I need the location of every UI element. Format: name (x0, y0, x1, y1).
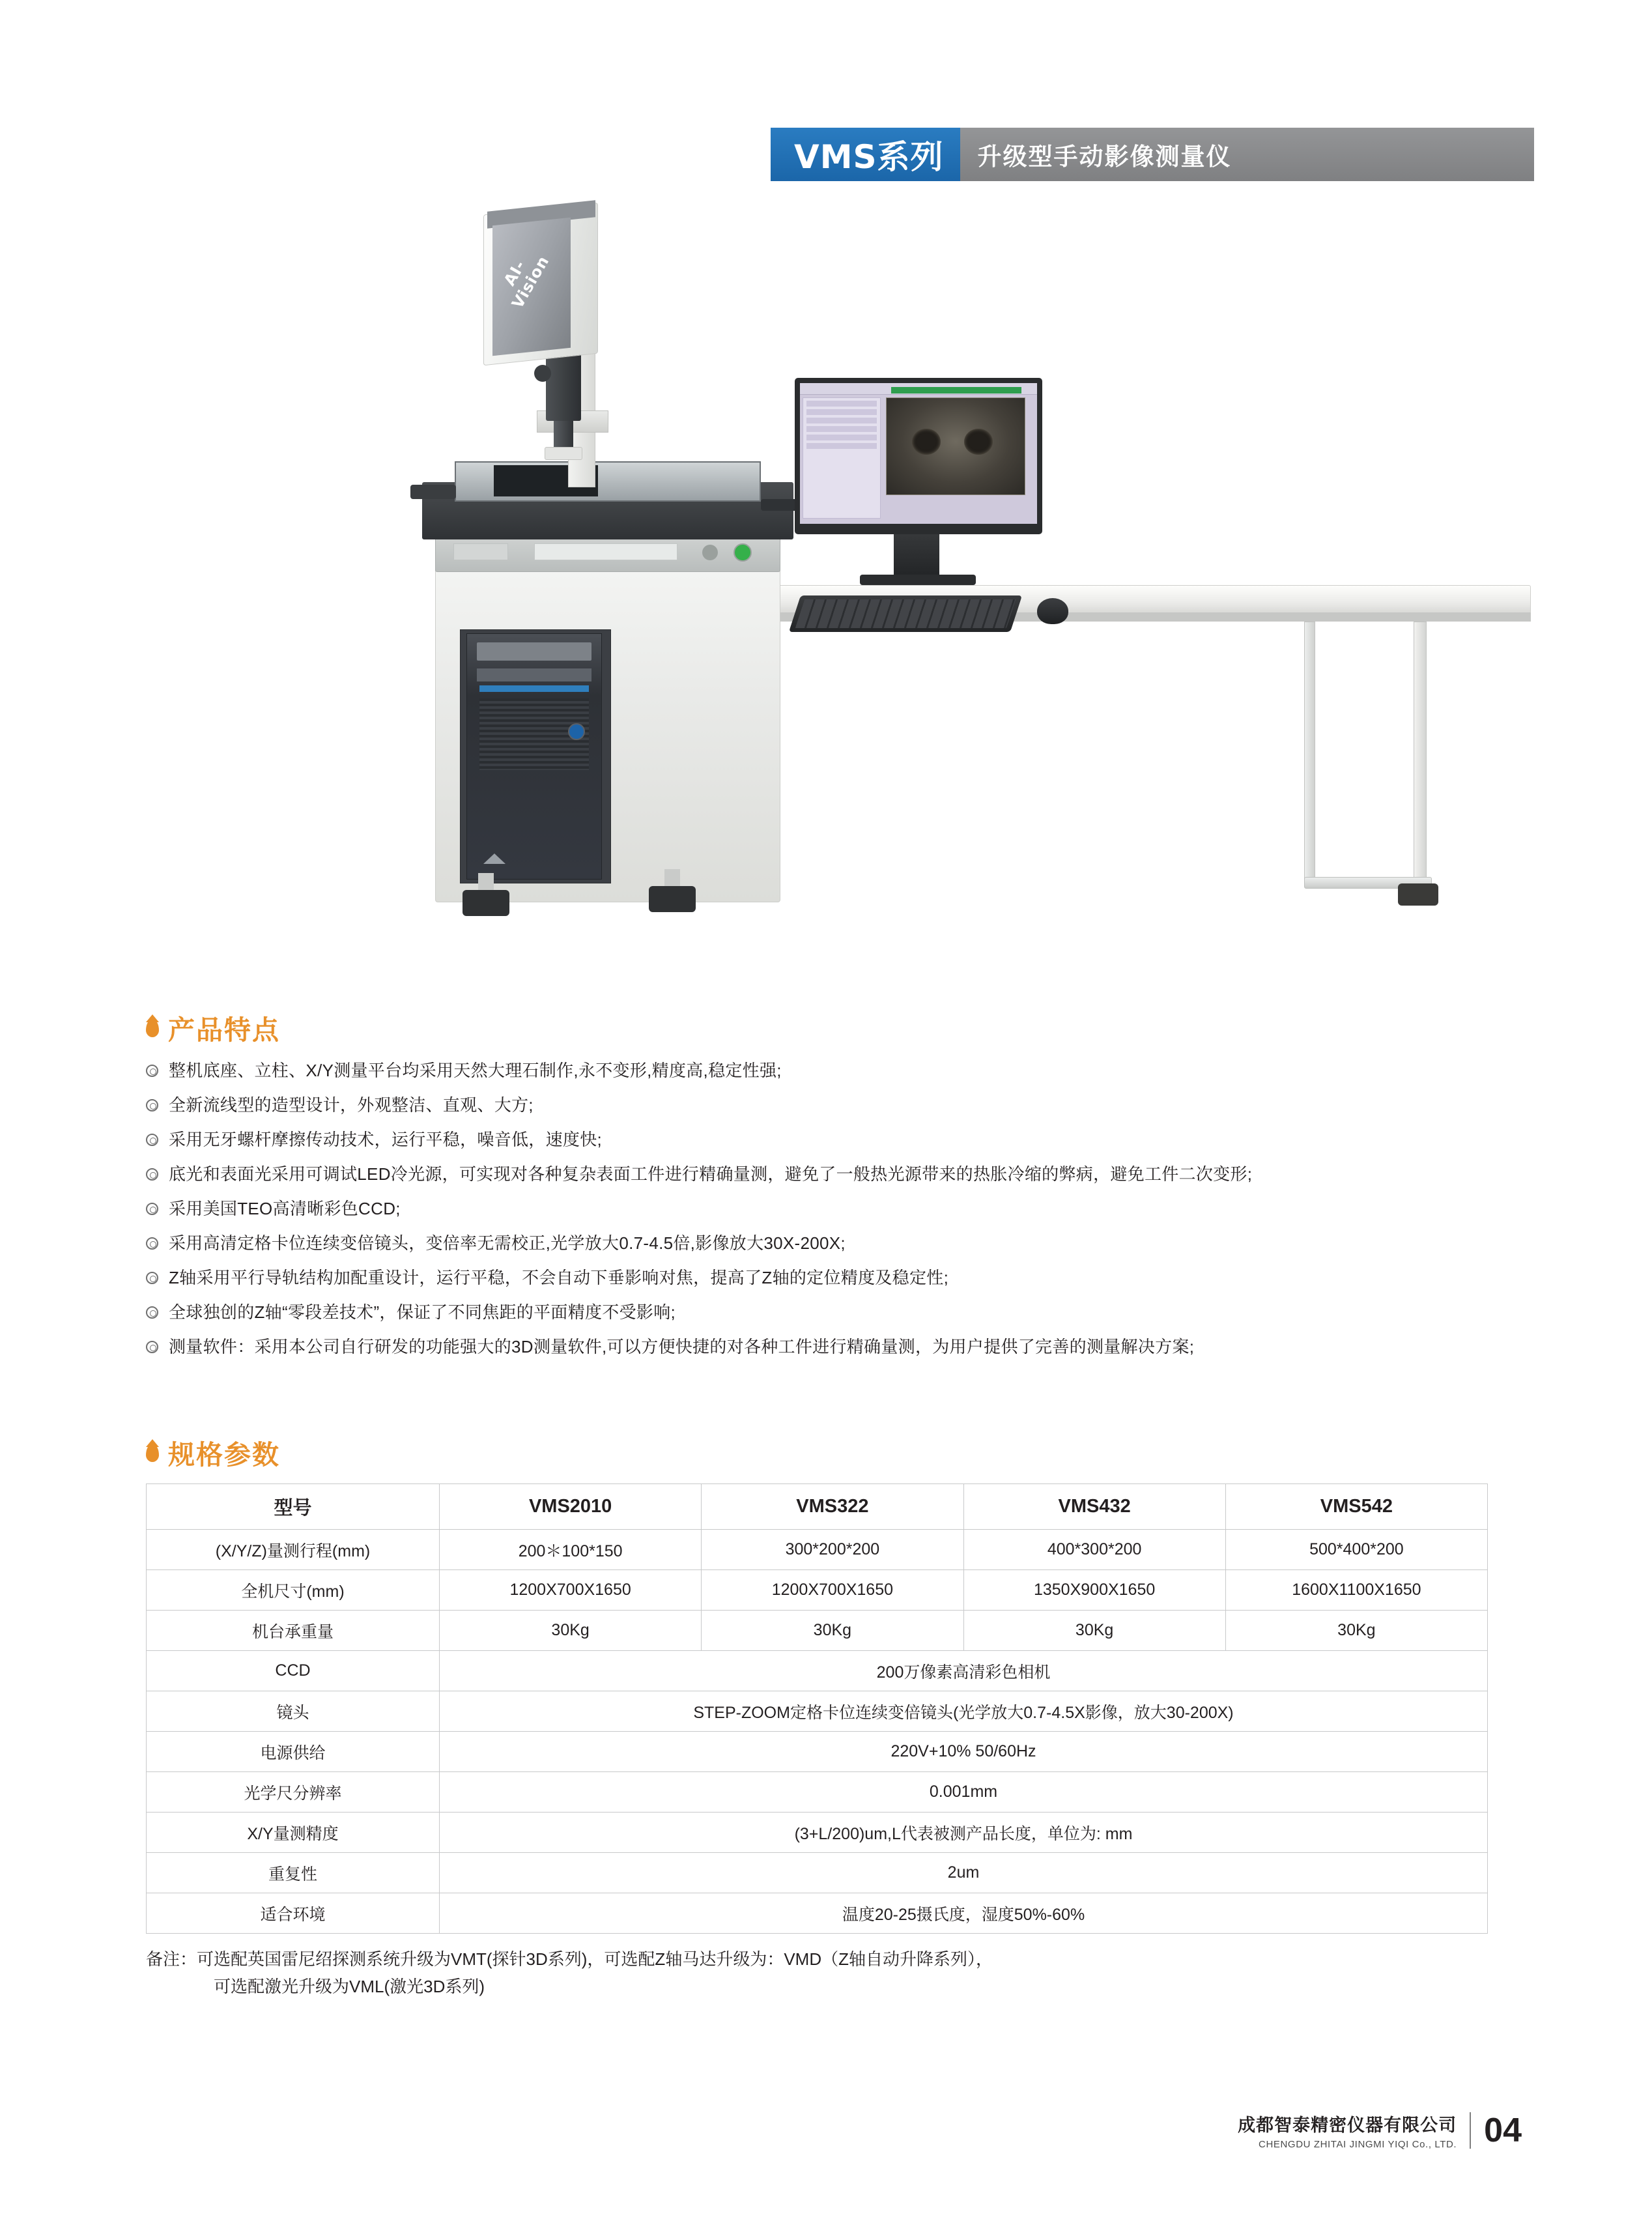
row-value: 1200X700X1650 (440, 1570, 702, 1611)
power-indicator-icon (733, 543, 752, 562)
keyboard-keys (795, 599, 1016, 628)
column-header-vms542: VMS542 (1225, 1484, 1487, 1530)
bullet-icon (146, 1237, 158, 1250)
software-panel-row (806, 401, 877, 407)
features-title: 产品特点 (168, 1015, 280, 1045)
control-knob-icon (702, 545, 718, 560)
pc-drive-bay (477, 668, 591, 681)
features-section (146, 1009, 1527, 1369)
row-value: 1200X700X1650 (702, 1570, 963, 1611)
row-value-merged: 0.001mm (440, 1772, 1488, 1813)
column-header-vms432: VMS432 (963, 1484, 1225, 1530)
row-value: 200＊100*150 (440, 1530, 702, 1570)
ring-light (545, 447, 582, 460)
feature-item (146, 1197, 1527, 1220)
feature-text: 整机底座、立柱、X/Y测量平台均采用天然大理石制作,永不变形,精度高,稳定性强; (169, 1061, 782, 1080)
product-photo (339, 202, 1316, 977)
row-value-merged: 200万像素高清彩色相机 (440, 1651, 1488, 1691)
row-value: 30Kg (440, 1611, 702, 1651)
row-label: (X/Y/Z)量测行程(mm) (147, 1530, 440, 1570)
feature-item (146, 1335, 1527, 1358)
row-value: 400*300*200 (963, 1530, 1225, 1570)
feature-item (146, 1059, 1527, 1082)
bullet-icon (146, 1272, 158, 1284)
bullet-icon (146, 1203, 158, 1215)
software-panel-row (806, 418, 877, 423)
desk-leg-inner (1304, 622, 1315, 882)
features-list (146, 1059, 1527, 1358)
row-value-merged: 2um (440, 1853, 1488, 1893)
software-panel-row (806, 443, 877, 449)
row-value-merged: STEP-ZOOM定格卡位连续变倍镜头(光学放大0.7-4.5X影像，放大30-200X) (440, 1691, 1488, 1732)
feature-item (146, 1300, 1527, 1324)
feature-item (146, 1128, 1527, 1151)
series-subtitle: 升级型手动影像测量仪 (960, 128, 1534, 181)
table-row (147, 1813, 1488, 1853)
bullet-icon (146, 1168, 158, 1181)
bullet-icon (146, 1341, 158, 1353)
machine-brand-text: AI-Vision (500, 252, 553, 312)
header-banner (771, 128, 1534, 181)
feature-text: 采用美国TEO高清晰彩色CCD; (169, 1199, 401, 1218)
desk-leg-right (1414, 622, 1427, 890)
pc-power-button-icon (568, 723, 585, 740)
machine-brand-plate (453, 543, 508, 560)
row-value: 1350X900X1650 (963, 1570, 1225, 1611)
software-panel-row (806, 409, 877, 415)
row-value-merged: (3+L/200)um,L代表被测产品长度，单位为: mm (440, 1813, 1488, 1853)
desk-foot (1398, 883, 1438, 906)
bullet-icon (146, 1306, 158, 1319)
pc-accent-strip (479, 685, 589, 692)
row-label: 适合环境 (147, 1893, 440, 1934)
row-label: 光学尺分辨率 (147, 1772, 440, 1813)
company-block (1238, 2111, 1457, 2150)
feature-text: 采用无牙螺杆摩擦传动技术，运行平稳，噪音低，速度快; (169, 1130, 603, 1149)
table-row (147, 1570, 1488, 1611)
bullet-icon (146, 1099, 158, 1111)
feature-text: 采用高清定格卡位连续变倍镜头，变倍率无需校正,光学放大0.7-4.5倍,影像放大30X-200X; (169, 1233, 846, 1253)
specifications-table (146, 1484, 1488, 1934)
feature-item (146, 1231, 1527, 1255)
specifications-section (146, 1433, 1527, 2000)
table-row (147, 1530, 1488, 1570)
page-number: 04 (1484, 2112, 1522, 2149)
feature-text: 全球独创的Z轴“零段差技术”，保证了不同焦距的平面精度不受影响; (169, 1302, 676, 1322)
monitor-base (860, 575, 976, 585)
mouse (1037, 598, 1068, 624)
row-label: 镜头 (147, 1691, 440, 1732)
feature-item (146, 1162, 1527, 1186)
company-name-cn: 成都智泰精密仪器有限公司 (1238, 2115, 1457, 2135)
row-label: X/Y量测精度 (147, 1813, 440, 1853)
column-header-vms322: VMS322 (702, 1484, 963, 1530)
stage-rail-left (410, 485, 456, 499)
column-header-model: 型号 (147, 1484, 440, 1530)
table-row (147, 1611, 1488, 1651)
software-panel-row (806, 426, 877, 432)
focus-knob-icon (534, 365, 551, 382)
row-label: 电源供给 (147, 1732, 440, 1772)
company-name-en: CHENGDU ZHITAI JINGMI YIQI Co., LTD. (1259, 2139, 1457, 2150)
column-header-vms2010: VMS2010 (440, 1484, 702, 1530)
features-heading (146, 1009, 1527, 1047)
machine-foot (649, 886, 696, 912)
workpiece-hole-icon (964, 429, 993, 455)
row-value-merged: 220V+10% 50/60Hz (440, 1732, 1488, 1772)
bullet-icon (146, 1134, 158, 1146)
series-title: VMS系列 (771, 128, 960, 181)
software-side-panel (803, 397, 881, 519)
workpiece-hole-icon (912, 429, 941, 455)
bullet-icon (146, 1065, 158, 1077)
table-row (147, 1853, 1488, 1893)
measurement-preview-image (886, 397, 1025, 495)
pc-optical-drive (477, 642, 591, 661)
row-value: 500*400*200 (1225, 1530, 1487, 1570)
row-value: 30Kg (702, 1611, 963, 1651)
feature-text: Z轴采用平行导轨结构加配重设计，运行平稳，不会自动下垂影响对焦，提高了Z轴的定位精度及稳定性; (169, 1268, 949, 1287)
water-drop-icon (146, 1019, 159, 1037)
feature-text: 测量软件：采用本公司自行研发的功能强大的3D测量软件,可以方便快捷的对各种工件进行精确量测，为用户提供了完善的测量解决方案; (169, 1337, 1195, 1356)
machine-spec-label (534, 543, 677, 560)
table-row (147, 1893, 1488, 1934)
zoom-lens-body (546, 351, 581, 421)
specs-note-line1: 备注：可选配英国雷尼绍探测系统升级为VMT(探针3D系列)，可选配Z轴马达升级为：VMD（Z轴自动升降系列）， (146, 1949, 993, 1969)
monitor-stand (894, 534, 939, 576)
row-label: 机台承重量 (147, 1611, 440, 1651)
feature-item (146, 1093, 1527, 1117)
feature-item (146, 1266, 1527, 1289)
specs-note (146, 1945, 1527, 2000)
row-value: 30Kg (963, 1611, 1225, 1651)
specs-heading (146, 1433, 1527, 1472)
machine-foot (463, 890, 509, 916)
table-header-row (147, 1484, 1488, 1530)
footer-divider (1470, 2112, 1471, 2149)
row-value: 300*200*200 (702, 1530, 963, 1570)
table-row (147, 1732, 1488, 1772)
row-value-merged: 温度20-25摄氏度，湿度50%-60% (440, 1893, 1488, 1934)
water-drop-icon (146, 1444, 159, 1462)
specs-title: 规格参数 (168, 1440, 280, 1470)
software-panel-row (806, 435, 877, 440)
table-row (147, 1691, 1488, 1732)
feature-text: 全新流线型的造型设计，外观整洁、直观、大方; (169, 1095, 534, 1115)
table-row (147, 1772, 1488, 1813)
row-value: 30Kg (1225, 1611, 1487, 1651)
table-row (147, 1651, 1488, 1691)
row-value: 1600X1100X1650 (1225, 1570, 1487, 1611)
row-label: 重复性 (147, 1853, 440, 1893)
specs-note-line2: 可选配激光升级为VML(激光3D系列) (214, 1977, 485, 1996)
row-label: 全机尺寸(mm) (147, 1570, 440, 1611)
feature-text: 底光和表面光采用可调试LED冷光源，可实现对各种复杂表面工件进行精确量测，避免了一般热光源带来的热胀冷缩的弊病，避免工件二次变形; (169, 1164, 1253, 1184)
page-footer (1238, 2111, 1522, 2150)
row-label: CCD (147, 1651, 440, 1691)
software-status-bar (891, 387, 1021, 394)
